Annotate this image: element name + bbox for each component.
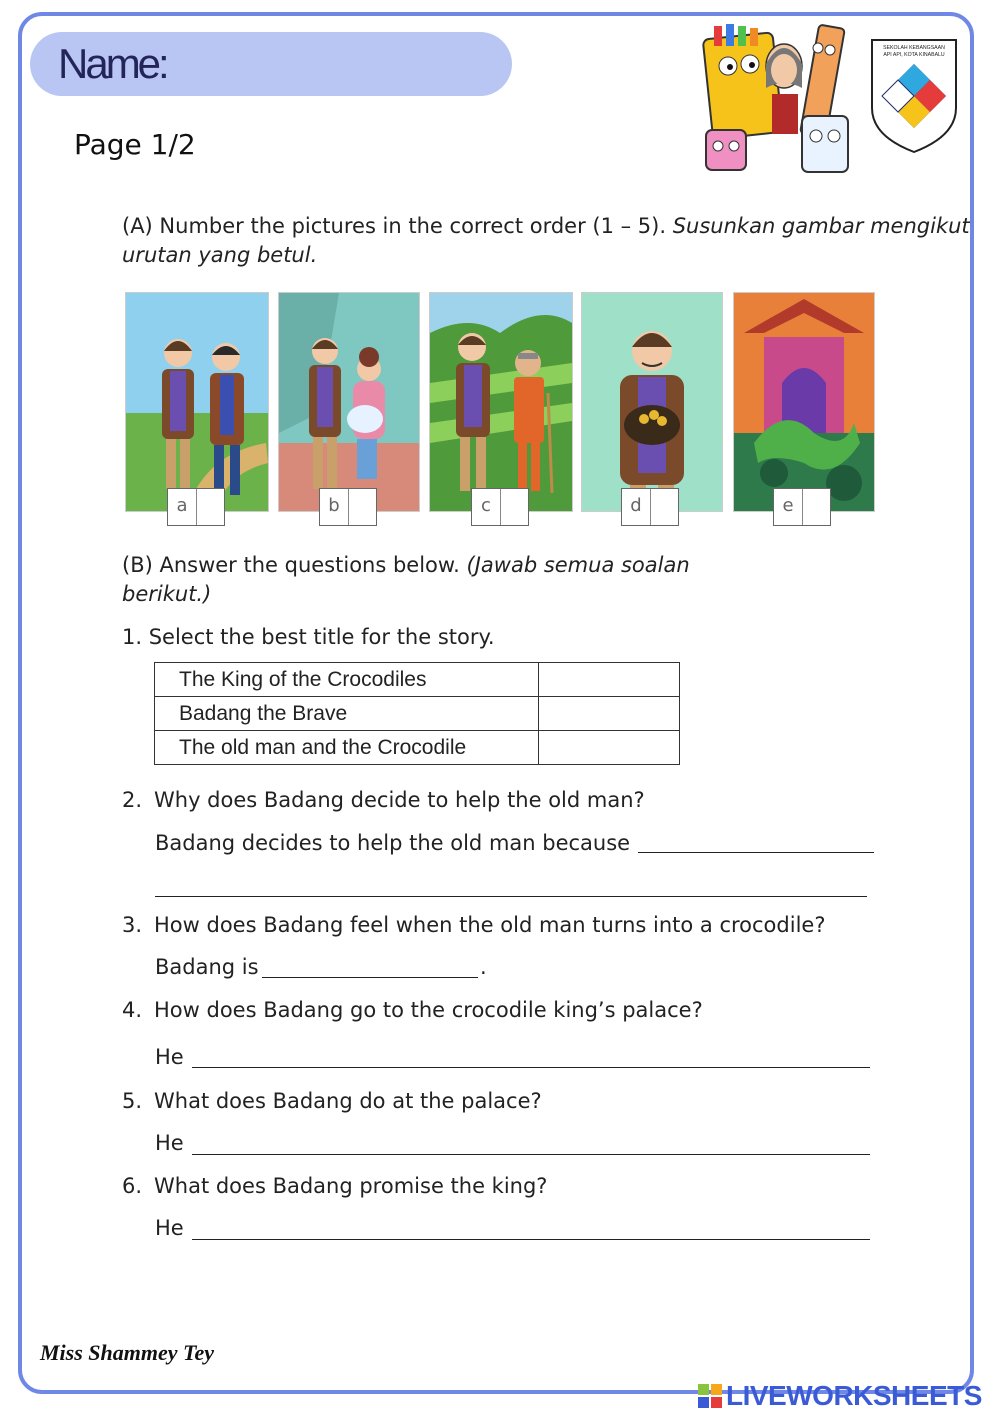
title-option-row: [155, 697, 680, 731]
answer-6-line[interactable]: [192, 1239, 870, 1240]
order-box-a[interactable]: [167, 488, 225, 526]
title-option-row: [155, 731, 680, 765]
order-box-b[interactable]: [319, 488, 377, 526]
section-b-instruction-malay: (Jawab semua soalan berikut.): [122, 553, 690, 606]
section-b-instruction: (B) Answer the questions below. (Jawab semua soalan berikut.): [122, 553, 690, 606]
story-picture-e: [733, 292, 875, 512]
liveworksheets-wordmark: LIVEWORKSHEETS: [726, 1380, 982, 1411]
answer-5-line[interactable]: [192, 1154, 870, 1155]
picture-label-e: e: [774, 489, 803, 525]
title-option-2-checkbox[interactable]: [539, 697, 680, 731]
story-picture-c: [429, 292, 573, 512]
page-label: Page 1/2: [74, 128, 196, 161]
title-option-3-checkbox[interactable]: [539, 731, 680, 765]
title-option-2: Badang the Brave: [155, 697, 539, 731]
question-4: 4. How does Badang go to the crocodile king’s palace?: [122, 998, 703, 1022]
answer-2-stem: Badang decides to help the old man because: [155, 831, 631, 855]
answer-6-stem: He: [155, 1216, 184, 1240]
answer-2-line-2[interactable]: [155, 896, 867, 897]
answer-5-stem: He: [155, 1131, 184, 1155]
answer-2-line-1[interactable]: [638, 852, 874, 853]
title-option-3: The old man and the Crocodile: [155, 731, 539, 765]
section-a-instruction: (A) Number the pictures in the correct order (1 – 5). Susunkan gambar mengikut urutan yang betul.: [122, 214, 970, 267]
title-option-1: The King of the Crocodiles: [155, 663, 539, 697]
stationery-mascots-illustration: [700, 18, 870, 186]
answer-4-line[interactable]: [192, 1067, 870, 1068]
liveworksheets-logo-icon: [698, 1384, 724, 1408]
title-option-row: [155, 663, 680, 697]
school-crest-logo: [868, 36, 960, 154]
question-2: 2. Why does Badang decide to help the old man?: [122, 788, 645, 812]
question-1: 1. Select the best title for the story.: [122, 625, 495, 649]
question-5: 5. What does Badang do at the palace?: [122, 1089, 542, 1113]
question-3: 3. How does Badang feel when the old man turns into a crocodile?: [122, 913, 826, 937]
answer-4-stem: He: [155, 1045, 184, 1069]
answer-3-stem: Badang is: [155, 955, 259, 979]
order-box-e[interactable]: [773, 488, 831, 526]
teacher-signature: Miss Shammey Tey: [40, 1340, 214, 1365]
answer-3-line[interactable]: [262, 977, 478, 978]
title-options-table: [154, 662, 680, 765]
crest-text-2: API API, KOTA KINABALU: [883, 52, 945, 58]
order-box-c[interactable]: [471, 488, 529, 526]
story-picture-b: [278, 292, 420, 512]
crest-text-1: SEKOLAH KEBANGSAAN: [883, 45, 945, 51]
picture-label-b: b: [320, 489, 349, 525]
title-option-1-checkbox[interactable]: [539, 663, 680, 697]
picture-label-a: a: [168, 489, 197, 525]
story-picture-a: [125, 292, 269, 512]
section-a-instruction-malay: Susunkan gambar mengikut urutan yang betul.: [122, 214, 970, 267]
liveworksheets-brand[interactable]: [698, 1380, 982, 1412]
picture-label-d: d: [622, 489, 651, 525]
order-box-d[interactable]: [621, 488, 679, 526]
picture-label-c: c: [472, 489, 501, 525]
story-picture-d: [581, 292, 723, 512]
question-6: 6. What does Badang promise the king?: [122, 1174, 548, 1198]
answer-3-period: .: [480, 955, 487, 979]
name-label: Name:: [58, 40, 167, 87]
